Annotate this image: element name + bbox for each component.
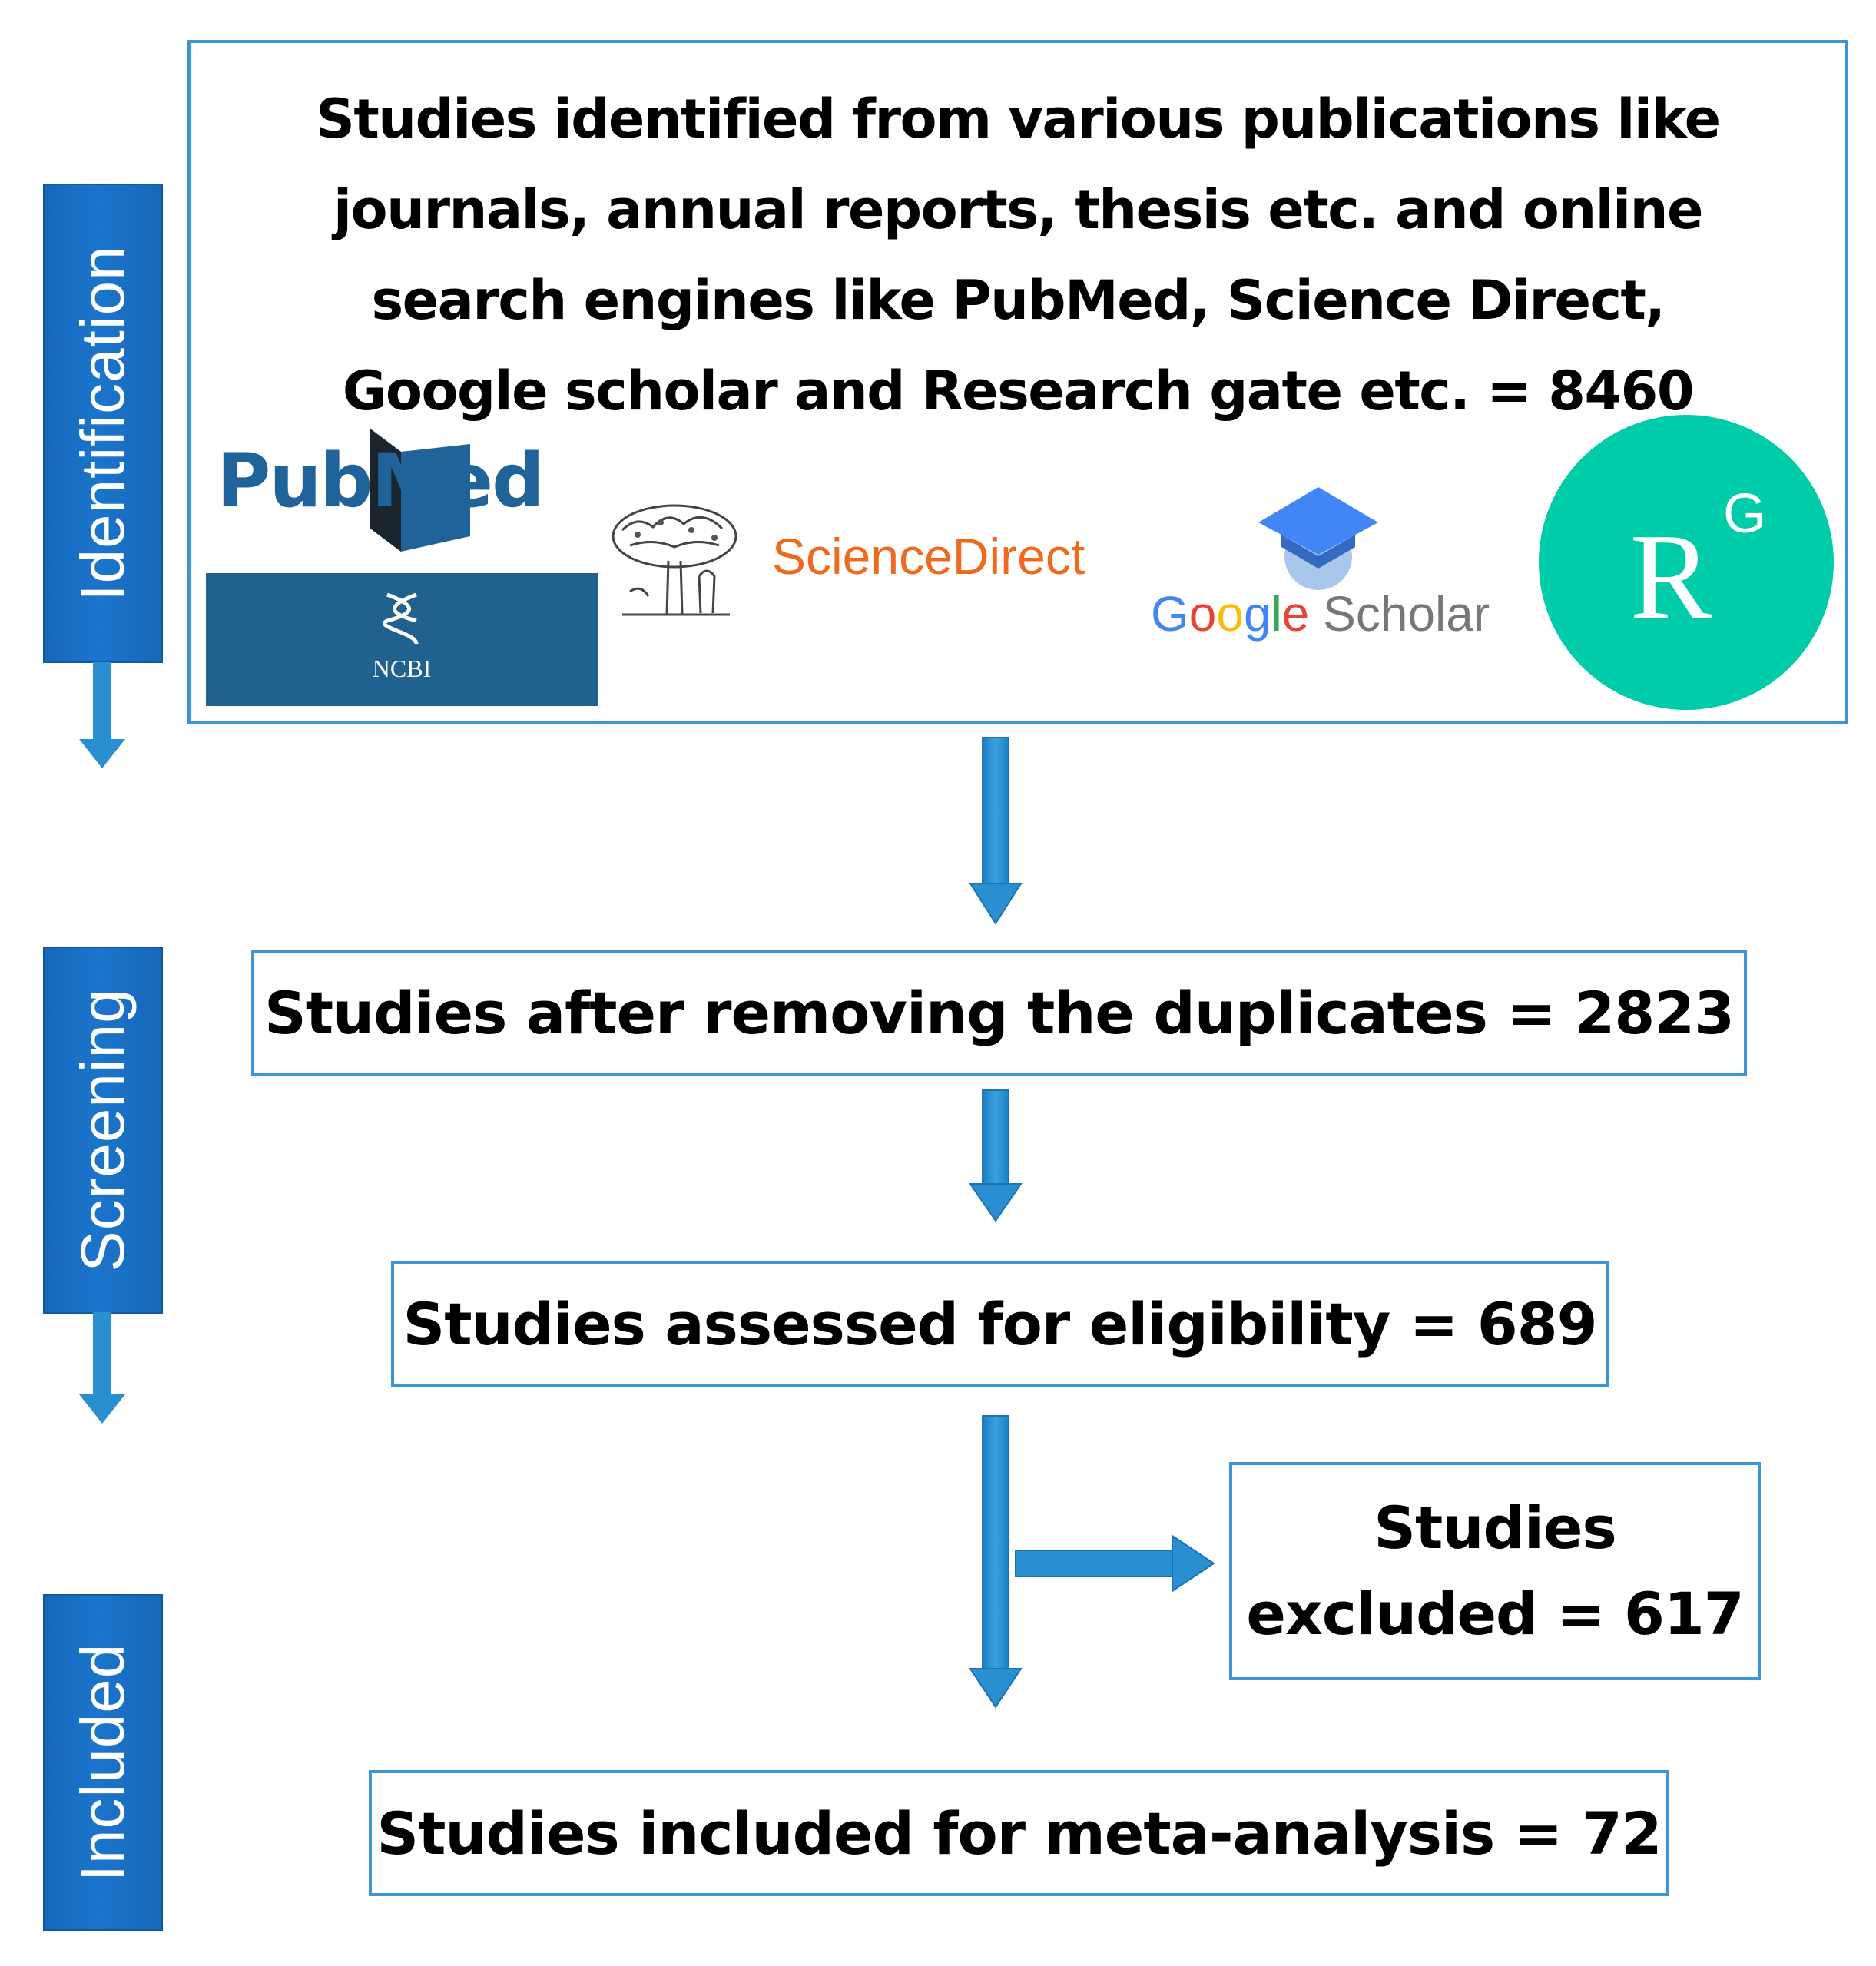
google-scholar-logo <box>1151 585 1490 642</box>
sciencedirect-logo: ScienceDirect <box>772 528 1085 585</box>
included-box <box>369 1770 1669 1896</box>
duplicates-removed-text: Studies after removing the duplicates = 2823 <box>264 978 1735 1047</box>
google-letter: l <box>1271 586 1282 642</box>
excluded-text <box>1246 1485 1743 1657</box>
arrow-to-eligibility <box>970 1090 1021 1221</box>
google-letter: o <box>1188 586 1217 642</box>
eligibility-text: Studies assessed for eligibility = 689 <box>403 1290 1597 1358</box>
ncbi-logo <box>206 573 598 706</box>
pubmed-logo: PubMed <box>217 438 543 524</box>
scholar-word: Scholar <box>1323 586 1490 642</box>
excluded-line: excluded = 617 <box>1246 1580 1744 1648</box>
excluded-line: Studies <box>1374 1494 1616 1562</box>
ncbi-label: NCBI <box>372 655 432 682</box>
eligibility-box <box>391 1261 1609 1387</box>
arrow-to-duplicates <box>970 738 1021 923</box>
google-letter: g <box>1243 586 1271 642</box>
stage-identification-label: Identification <box>68 245 137 602</box>
identified-line: journals, annual reports, thesis etc. and online <box>333 178 1702 241</box>
researchgate-g: G <box>1723 483 1767 545</box>
identified-line: Studies identified from various publications like <box>316 88 1720 151</box>
arrow-to-excluded <box>1016 1536 1214 1591</box>
google-letter: o <box>1216 586 1244 642</box>
elsevier-tree-icon <box>607 499 742 622</box>
dna-icon <box>381 590 423 648</box>
duplicates-removed-box <box>251 950 1747 1076</box>
stage-arrow-screening <box>79 1312 125 1424</box>
identified-line: Google scholar and Research gate etc. = 8460 <box>342 360 1694 423</box>
graduation-cap-icon <box>1255 486 1381 593</box>
google-letter: G <box>1151 586 1189 642</box>
included-text: Studies included for meta-analysis = 72 <box>376 1799 1662 1868</box>
researchgate-r: R <box>1629 508 1712 645</box>
researchgate-logo <box>1539 415 1834 710</box>
identified-text <box>191 74 1845 436</box>
google-wordmark <box>1151 586 1323 642</box>
arrow-to-included <box>970 1416 1021 1707</box>
stage-included-label: Included <box>68 1643 137 1882</box>
stage-arrow-identification <box>79 662 125 768</box>
stage-screening-label: Screening <box>68 988 137 1272</box>
google-letter: e <box>1281 586 1310 642</box>
excluded-box <box>1229 1462 1761 1680</box>
identified-line: search engines like PubMed, Science Direct, <box>371 269 1665 332</box>
